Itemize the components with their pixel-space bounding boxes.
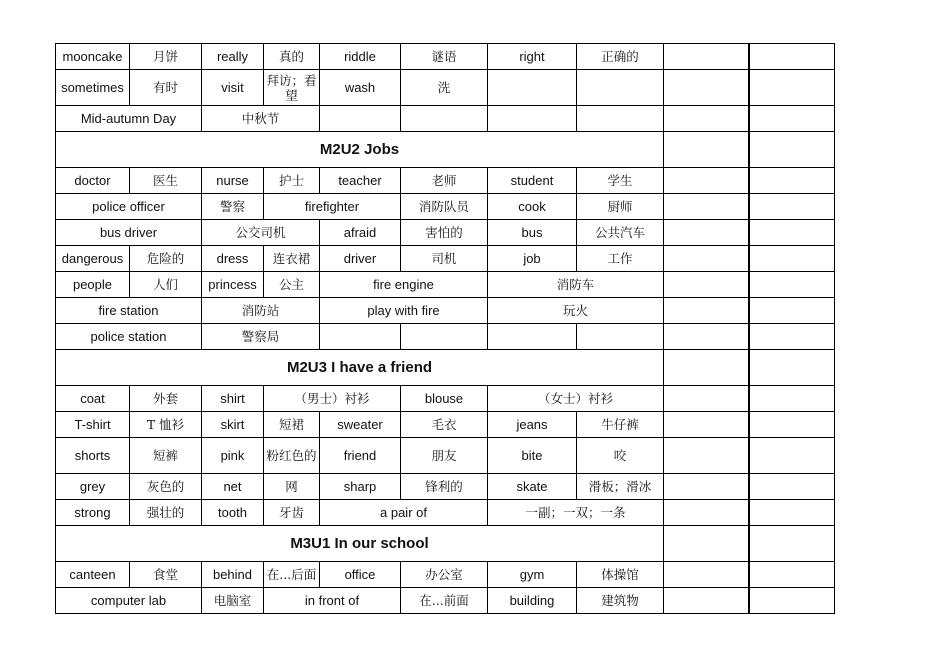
chinese-meaning-cell: T 恤衫 — [130, 412, 202, 438]
empty-cell — [664, 324, 749, 350]
english-word-cell: police station — [56, 324, 202, 350]
extra-cell — [749, 132, 835, 168]
english-word-cell: coat — [56, 386, 130, 412]
english-word-cell: pink — [202, 438, 264, 474]
empty-cell — [664, 562, 749, 588]
english-word-cell: afraid — [320, 220, 401, 246]
chinese-meaning-cell: 有时 — [130, 70, 202, 106]
english-word-cell: skate — [488, 474, 577, 500]
section-title: M2U2 Jobs — [56, 132, 664, 168]
chinese-meaning-cell: 消防队员 — [401, 194, 488, 220]
empty-cell — [664, 246, 749, 272]
chinese-meaning-cell: 强壮的 — [130, 500, 202, 526]
vocab-row — [56, 70, 835, 106]
empty-cell — [749, 562, 835, 588]
chinese-meaning-cell: 学生 — [577, 168, 664, 194]
english-word-cell: driver — [320, 246, 401, 272]
empty-cell — [749, 438, 835, 474]
chinese-meaning-cell: 灰色的 — [130, 474, 202, 500]
english-word-cell: computer lab — [56, 588, 202, 614]
empty-cell — [664, 588, 749, 614]
english-word-cell: jeans — [488, 412, 577, 438]
chinese-meaning-cell: 外套 — [130, 386, 202, 412]
english-word-cell: teacher — [320, 168, 401, 194]
chinese-meaning-cell: 消防车 — [488, 272, 664, 298]
vocab-row — [56, 220, 835, 246]
english-word-cell: Mid-autumn Day — [56, 106, 202, 132]
english-word-cell: bite — [488, 438, 577, 474]
empty-cell — [664, 220, 749, 246]
english-word-cell: bus — [488, 220, 577, 246]
chinese-meaning-cell: 在...后面 — [264, 562, 320, 588]
empty-cell — [749, 412, 835, 438]
english-word-cell: play with fire — [320, 298, 488, 324]
english-word-cell: dress — [202, 246, 264, 272]
chinese-meaning-cell: 连衣裙 — [264, 246, 320, 272]
english-word-cell: fire station — [56, 298, 202, 324]
vocab-row — [56, 500, 835, 526]
empty-cell — [664, 70, 749, 106]
chinese-meaning-cell: 体操馆 — [577, 562, 664, 588]
english-word-cell: nurse — [202, 168, 264, 194]
empty-cell — [664, 500, 749, 526]
empty-cell — [749, 70, 835, 106]
chinese-meaning-cell: 医生 — [130, 168, 202, 194]
chinese-meaning-cell: 工作 — [577, 246, 664, 272]
empty-cell — [749, 500, 835, 526]
chinese-meaning-cell: 在...前面 — [401, 588, 488, 614]
empty-cell — [577, 324, 664, 350]
chinese-meaning-cell: 朋友 — [401, 438, 488, 474]
empty-cell — [320, 324, 401, 350]
chinese-meaning-cell: 洗 — [401, 70, 488, 106]
english-word-cell: wash — [320, 70, 401, 106]
extra-cell — [749, 350, 835, 386]
vocab-row — [56, 412, 835, 438]
chinese-meaning-cell: 网 — [264, 474, 320, 500]
empty-cell — [577, 70, 664, 106]
vocabulary-table — [55, 43, 835, 614]
chinese-meaning-cell: 中秋节 — [202, 106, 320, 132]
vocab-row — [56, 562, 835, 588]
english-word-cell: shorts — [56, 438, 130, 474]
english-word-cell: people — [56, 272, 130, 298]
english-word-cell: sometimes — [56, 70, 130, 106]
vocab-row — [56, 588, 835, 614]
chinese-meaning-cell: 滑板；滑冰 — [577, 474, 664, 500]
empty-cell — [749, 106, 835, 132]
chinese-meaning-cell: 公交司机 — [202, 220, 320, 246]
english-word-cell: blouse — [401, 386, 488, 412]
vocabulary-table-body — [56, 44, 835, 614]
vocab-row — [56, 324, 835, 350]
english-word-cell: fire engine — [320, 272, 488, 298]
section-header-row — [56, 350, 835, 386]
empty-cell — [749, 298, 835, 324]
empty-cell — [401, 324, 488, 350]
english-word-cell: tooth — [202, 500, 264, 526]
empty-cell — [488, 70, 577, 106]
english-word-cell: dangerous — [56, 246, 130, 272]
english-word-cell: canteen — [56, 562, 130, 588]
empty-cell — [749, 474, 835, 500]
english-word-cell: net — [202, 474, 264, 500]
english-word-cell: riddle — [320, 44, 401, 70]
chinese-meaning-cell: 真的 — [264, 44, 320, 70]
empty-cell — [664, 168, 749, 194]
empty-cell — [664, 44, 749, 70]
empty-cell — [749, 272, 835, 298]
chinese-meaning-cell: 正确的 — [577, 44, 664, 70]
english-word-cell: office — [320, 562, 401, 588]
english-word-cell: princess — [202, 272, 264, 298]
chinese-meaning-cell: 护士 — [264, 168, 320, 194]
english-word-cell: grey — [56, 474, 130, 500]
chinese-meaning-cell: 办公室 — [401, 562, 488, 588]
chinese-meaning-cell: 牙齿 — [264, 500, 320, 526]
chinese-meaning-cell: 消防站 — [202, 298, 320, 324]
chinese-meaning-cell: 警察局 — [202, 324, 320, 350]
english-word-cell: behind — [202, 562, 264, 588]
empty-cell — [577, 106, 664, 132]
section-header-row — [56, 526, 835, 562]
chinese-meaning-cell: 食堂 — [130, 562, 202, 588]
english-word-cell: bus driver — [56, 220, 202, 246]
chinese-meaning-cell: 短裤 — [130, 438, 202, 474]
empty-cell — [664, 194, 749, 220]
extra-cell — [664, 350, 749, 386]
empty-cell — [664, 412, 749, 438]
vocab-row — [56, 106, 835, 132]
english-word-cell: job — [488, 246, 577, 272]
vocab-row — [56, 246, 835, 272]
empty-cell — [749, 44, 835, 70]
section-title: M3U1 In our school — [56, 526, 664, 562]
english-word-cell: really — [202, 44, 264, 70]
english-word-cell: a pair of — [320, 500, 488, 526]
vocab-row — [56, 298, 835, 324]
english-word-cell: friend — [320, 438, 401, 474]
empty-cell — [749, 588, 835, 614]
empty-cell — [749, 168, 835, 194]
chinese-meaning-cell: 人们 — [130, 272, 202, 298]
empty-cell — [664, 272, 749, 298]
chinese-meaning-cell: 危险的 — [130, 246, 202, 272]
english-word-cell: doctor — [56, 168, 130, 194]
english-word-cell: sweater — [320, 412, 401, 438]
chinese-meaning-cell: 公主 — [264, 272, 320, 298]
english-word-cell: cook — [488, 194, 577, 220]
chinese-meaning-cell: （女士）衬衫 — [488, 386, 664, 412]
chinese-meaning-cell: （男士）衬衫 — [264, 386, 401, 412]
vocab-row — [56, 386, 835, 412]
chinese-meaning-cell: 一副；一双；一条 — [488, 500, 664, 526]
chinese-meaning-cell: 老师 — [401, 168, 488, 194]
english-word-cell: skirt — [202, 412, 264, 438]
empty-cell — [749, 324, 835, 350]
english-word-cell: sharp — [320, 474, 401, 500]
english-word-cell: firefighter — [264, 194, 401, 220]
chinese-meaning-cell: 粉红色的 — [264, 438, 320, 474]
chinese-meaning-cell: 警察 — [202, 194, 264, 220]
chinese-meaning-cell: 谜语 — [401, 44, 488, 70]
extra-cell — [749, 526, 835, 562]
chinese-meaning-cell: 玩火 — [488, 298, 664, 324]
chinese-meaning-cell: 公共汽车 — [577, 220, 664, 246]
empty-cell — [488, 324, 577, 350]
chinese-meaning-cell: 拜访；看望 — [264, 70, 320, 106]
vocab-row — [56, 438, 835, 474]
vocab-row — [56, 474, 835, 500]
empty-cell — [749, 246, 835, 272]
english-word-cell: police officer — [56, 194, 202, 220]
empty-cell — [488, 106, 577, 132]
chinese-meaning-cell: 咬 — [577, 438, 664, 474]
chinese-meaning-cell: 短裙 — [264, 412, 320, 438]
chinese-meaning-cell: 害怕的 — [401, 220, 488, 246]
section-title: M2U3 I have a friend — [56, 350, 664, 386]
english-word-cell: in front of — [264, 588, 401, 614]
english-word-cell: T-shirt — [56, 412, 130, 438]
section-header-row — [56, 132, 835, 168]
extra-cell — [664, 132, 749, 168]
english-word-cell: visit — [202, 70, 264, 106]
english-word-cell: strong — [56, 500, 130, 526]
chinese-meaning-cell: 司机 — [401, 246, 488, 272]
empty-cell — [664, 474, 749, 500]
chinese-meaning-cell: 毛衣 — [401, 412, 488, 438]
chinese-meaning-cell: 牛仔裤 — [577, 412, 664, 438]
vocab-row — [56, 168, 835, 194]
empty-cell — [664, 298, 749, 324]
empty-cell — [749, 194, 835, 220]
empty-cell — [749, 220, 835, 246]
vocab-row — [56, 272, 835, 298]
english-word-cell: building — [488, 588, 577, 614]
empty-cell — [664, 386, 749, 412]
empty-cell — [749, 386, 835, 412]
vocab-row — [56, 44, 835, 70]
chinese-meaning-cell: 厨师 — [577, 194, 664, 220]
english-word-cell: right — [488, 44, 577, 70]
chinese-meaning-cell: 月饼 — [130, 44, 202, 70]
empty-cell — [664, 438, 749, 474]
chinese-meaning-cell: 电脑室 — [202, 588, 264, 614]
english-word-cell: shirt — [202, 386, 264, 412]
english-word-cell: student — [488, 168, 577, 194]
chinese-meaning-cell: 建筑物 — [577, 588, 664, 614]
empty-cell — [401, 106, 488, 132]
chinese-meaning-cell: 锋利的 — [401, 474, 488, 500]
english-word-cell: gym — [488, 562, 577, 588]
extra-cell — [664, 526, 749, 562]
english-word-cell: mooncake — [56, 44, 130, 70]
vocab-row — [56, 194, 835, 220]
empty-cell — [664, 106, 749, 132]
empty-cell — [320, 106, 401, 132]
